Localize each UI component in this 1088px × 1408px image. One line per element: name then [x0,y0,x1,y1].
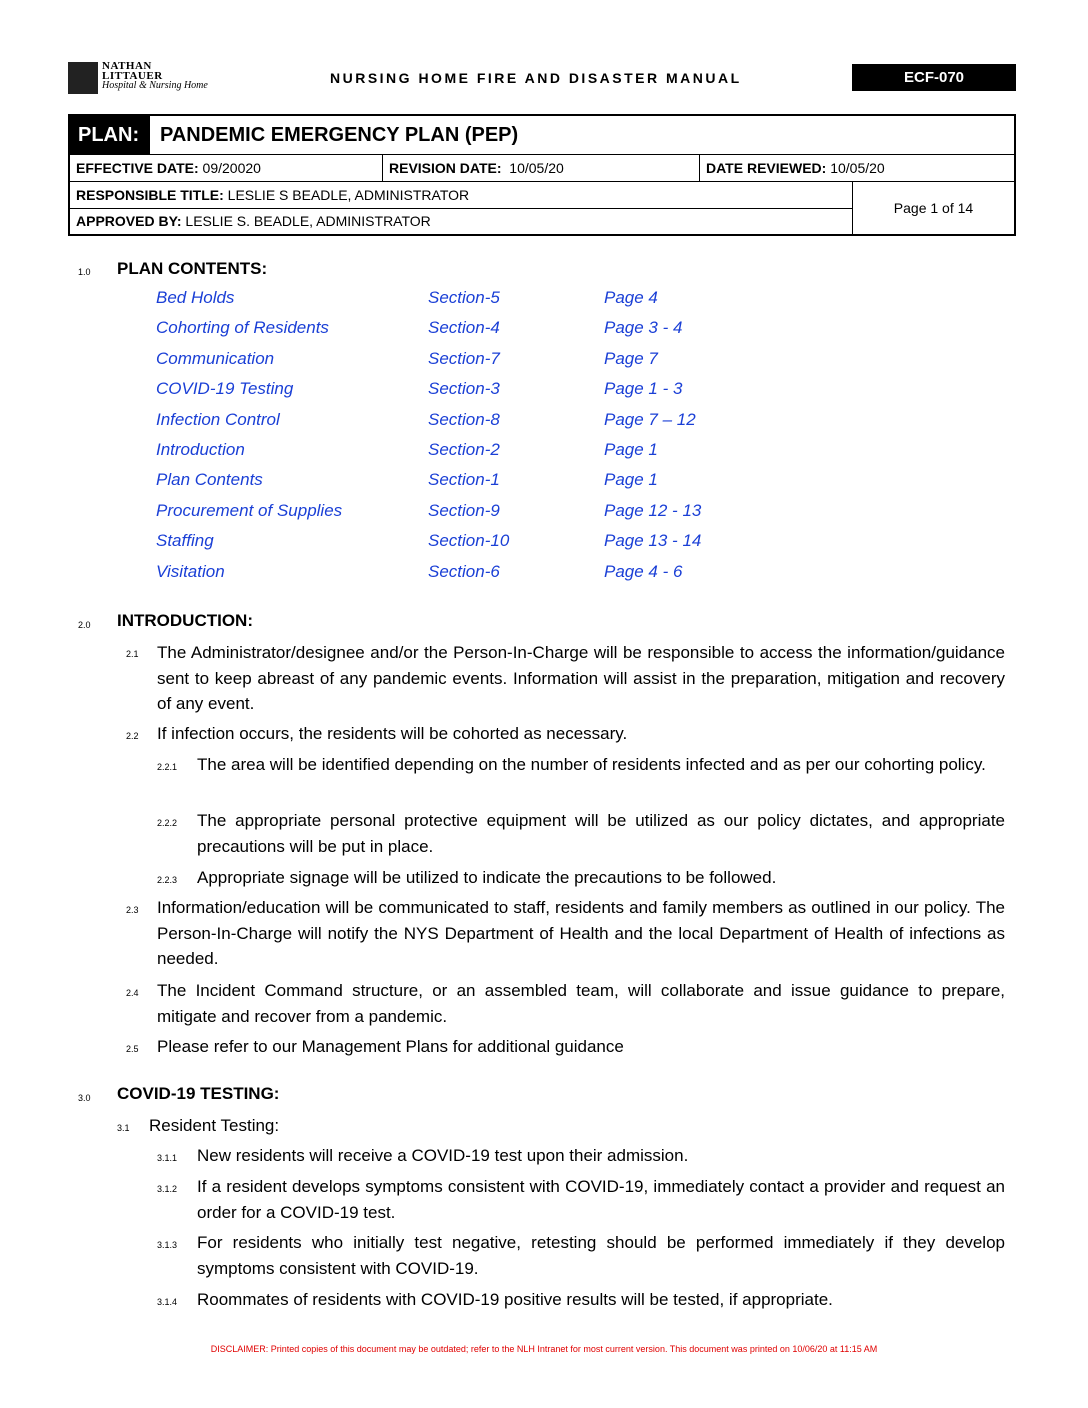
paragraph-3-1-2: If a resident develops symptoms consistent with COVID-19, immediately contact a provider and request an order for a COVID-19 test. [197,1177,1005,1222]
item-number: 3.1.3 [157,1240,178,1250]
logo-line-3: Hospital & Nursing Home [102,80,208,91]
item-number: 2.2.1 [157,762,178,772]
paragraph-2-2-3: Appropriate signage will be utilized to indicate the precautions to be followed. [197,868,777,887]
hospital-logo [68,62,228,98]
section-title-covid-testing: COVID-19 TESTING: [117,1084,280,1103]
plan-title-row [70,116,1014,155]
item-number: 2.1 [126,649,139,659]
item-number: 3.1.2 [157,1184,178,1194]
section-title-introduction: INTRODUCTION: [117,611,253,630]
logo-mark-icon [68,62,98,94]
logo-line-2: LITTAUER [102,70,163,82]
plan-info-table [68,114,1016,236]
date-reviewed: DATE REVIEWED: 10/05/20 [706,160,885,176]
page-number: Page 1 of 14 [852,182,1014,234]
section-number: 1.0 [78,267,91,277]
section-number: 3.0 [78,1093,91,1103]
paragraph-2-5: Please refer to our Management Plans for additional guidance [157,1037,624,1056]
item-number: 3.1 [117,1123,130,1133]
logo-line-1: NATHAN [102,60,152,72]
responsible-row [70,182,852,209]
approved-by: APPROVED BY: LESLIE S. BEADLE, ADMINISTRATOR [76,213,431,229]
item-number: 2.4 [126,988,139,998]
item-number: 2.2.2 [157,818,178,828]
paragraph-2-3: Information/education will be communicated to staff, residents and family members as outlined in our policy. The Person-In-Charge will notify the NYS Department of Health and the local Department of Health of infections as needed. [157,898,1005,968]
paragraph-2-1: The Administrator/designee and/or the Person-In-Charge will be responsible to access the information/guidance sent to keep abreast of any pandemic events. Information will assist in the preparation, mitigation and recovery of any event. [157,643,1005,713]
disclaimer-footer: DISCLAIMER: Printed copies of this document may be outdated; refer to the NLH Intranet for most current version. This document was printed on 10/06/20 at 11:15 AM [210,1344,878,1354]
item-number: 2.2 [126,731,139,741]
paragraph-2-2-2: The appropriate personal protective equipment will be utilized as our policy dictates, and appropriate precautions will be put in place. [197,811,1005,856]
paragraph-3-1-1: New residents will receive a COVID-19 test upon their admission. [197,1146,689,1165]
section-title-plan-contents: PLAN CONTENTS: [117,259,268,278]
approved-row [70,209,852,234]
paragraph-2-4: The Incident Command structure, or an assembled team, will collaborate and issue guidance to prepare, mitigate and recover from a pandemic. [157,981,1005,1026]
revision-date: REVISION DATE: 10/05/20 [383,155,700,181]
manual-title: NURSING HOME FIRE AND DISASTER MANUAL [330,70,742,86]
plan-label: PLAN: [70,116,150,155]
plan-title: PANDEMIC EMERGENCY PLAN (PEP) [160,124,519,146]
item-number: 3.1.1 [157,1153,178,1163]
effective-date: EFFECTIVE DATE: 09/20020 [70,155,383,181]
document-code: ECF-070 [852,64,1016,91]
item-number: 3.1.4 [157,1297,178,1307]
item-number: 2.2.3 [157,875,178,885]
section-number: 2.0 [78,620,91,630]
paragraph-3-1-4: Roommates of residents with COVID-19 positive results will be tested, if appropriate. [197,1290,833,1309]
paragraph-3-1-3: For residents who initially test negative, retesting should be performed immediately if they develop symptoms consistent with COVID-19. [197,1233,1005,1278]
item-number: 2.3 [126,905,139,915]
item-number: 2.5 [126,1044,139,1054]
responsible-title: RESPONSIBLE TITLE: LESLIE S BEADLE, ADMINISTRATOR [76,187,470,203]
paragraph-2-2: If infection occurs, the residents will be cohorted as necessary. [157,724,628,743]
paragraph-2-2-1: The area will be identified depending on the number of residents infected and as per our cohorting policy. [197,755,986,774]
dates-row [70,155,1014,182]
paragraph-3-1: Resident Testing: [149,1116,280,1135]
